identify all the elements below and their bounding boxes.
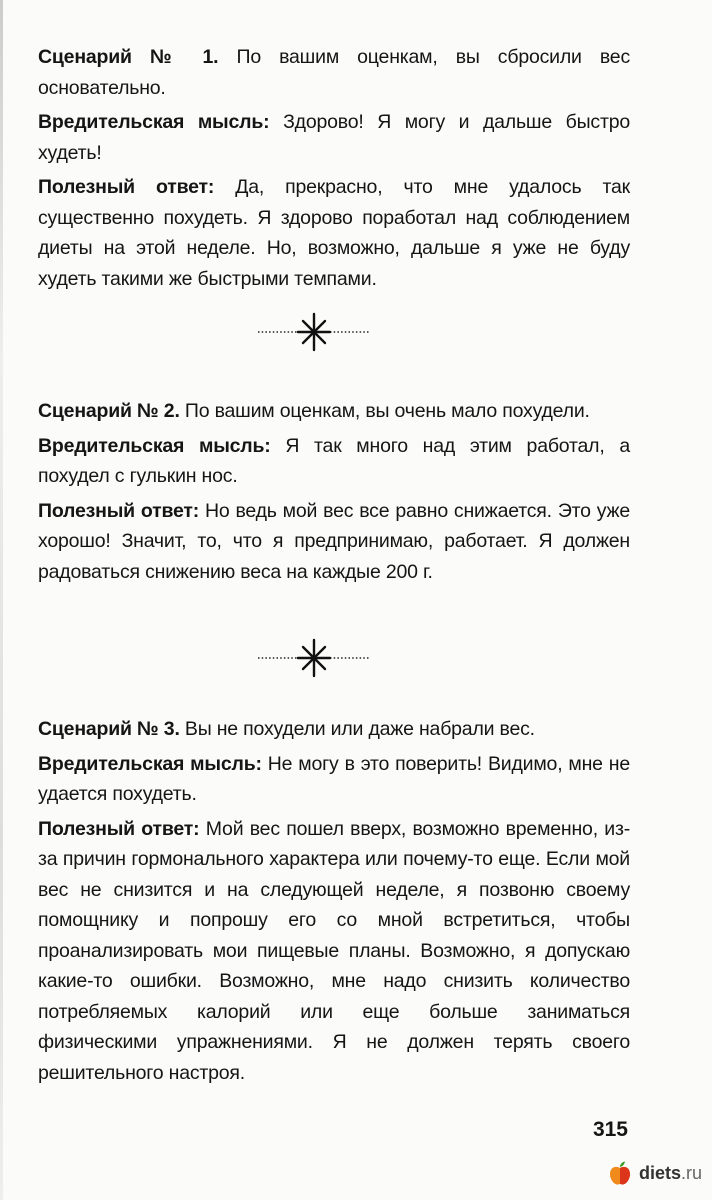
scenario-2	[30, 396, 630, 591]
diets-ru-watermark[interactable]	[607, 1160, 702, 1186]
scenario-2-harmful-thought	[30, 431, 630, 492]
page-number: 315	[592, 1118, 628, 1141]
watermark-tld: .ru	[680, 1162, 702, 1183]
scenario-1-thought-label: Вредительская мысль:	[38, 111, 270, 133]
scenario-2-answer-label: Полезный ответ:	[38, 499, 200, 522]
scenario-1-answer-label: Полезный ответ:	[38, 176, 215, 198]
scenario-3-answer-label: Полезный ответ:	[38, 817, 200, 840]
apple-logo-icon	[607, 1160, 633, 1186]
scenario-1-thought-text: Здорово! Я могу и дальше быстро худеть!	[38, 111, 631, 164]
watermark-brand: diets	[638, 1162, 681, 1183]
scan-edge	[0, 0, 3, 1200]
scenario-2-thought-label: Вредительская мысль:	[38, 434, 271, 457]
scenario-3-thought-text: Не могу в это поверить! Видимо, мне не удается похудеть.	[38, 752, 630, 805]
scenario-2-situation	[30, 396, 630, 427]
scenario-2-heading: Сценарий № 2.	[38, 400, 180, 422]
asterisk-separator-icon	[258, 638, 370, 678]
scenario-3-situation	[30, 714, 630, 745]
scenario-3-harmful-thought	[30, 749, 630, 810]
scenario-3-answer-text: Мой вес пошел вверх, возможно временно, из-за причин гормонального характера или почему-то еще. Если мой вес не снизится и на следующей неделе, я позвоню своему помощнику и попрошу его со мной встретиться, чтобы проанализировать мои пищевые планы. Возможно, я допускаю какие-то ошибки. Возможно, мне надо снизить количество потребляемых калорий или еще больше заниматься физическими упражнениями. Я не должен терять своего решительного настроя.	[38, 817, 630, 1084]
scenario-3	[30, 714, 630, 1092]
scenario-1	[30, 42, 630, 298]
scenario-3-useful-answer	[30, 814, 630, 1089]
scenario-2-useful-answer	[30, 496, 630, 588]
scenario-1-situation	[30, 42, 630, 103]
scenario-3-heading: Сценарий № 3.	[38, 718, 180, 740]
scenario-1-harmful-thought	[30, 107, 630, 168]
scenario-2-heading-text: По вашим оценкам, вы очень мало похудели.	[184, 400, 590, 422]
scenario-2-thought-text: Я так много над этим работал, а похудел с гулькин нос.	[38, 434, 631, 487]
scenario-3-thought-label: Вредительская мысль:	[38, 752, 262, 775]
scenario-1-answer-text: Да, прекрасно, что мне удалось так существенно похудеть. Я здорово поработал над соблюдением диеты на этой неделе. Но, возможно, дальше я уже не буду худеть такими же быстрыми темпами.	[38, 176, 630, 290]
scenario-1-useful-answer	[30, 172, 630, 294]
scenario-2-answer-text: Но ведь мой вес все равно снижается. Это уже хорошо! Значит, то, что я предпринимаю, работает. Я должен радоваться снижению веса на каждые 200 г.	[38, 499, 630, 583]
scenario-1-heading-text: По вашим оценкам, вы сбросили вес основательно.	[38, 46, 630, 99]
scenario-3-heading-text: Вы не похудели или даже набрали вес.	[184, 718, 535, 740]
asterisk-separator-icon	[258, 312, 370, 352]
scenario-1-heading: Сценарий № 1.	[38, 46, 219, 68]
